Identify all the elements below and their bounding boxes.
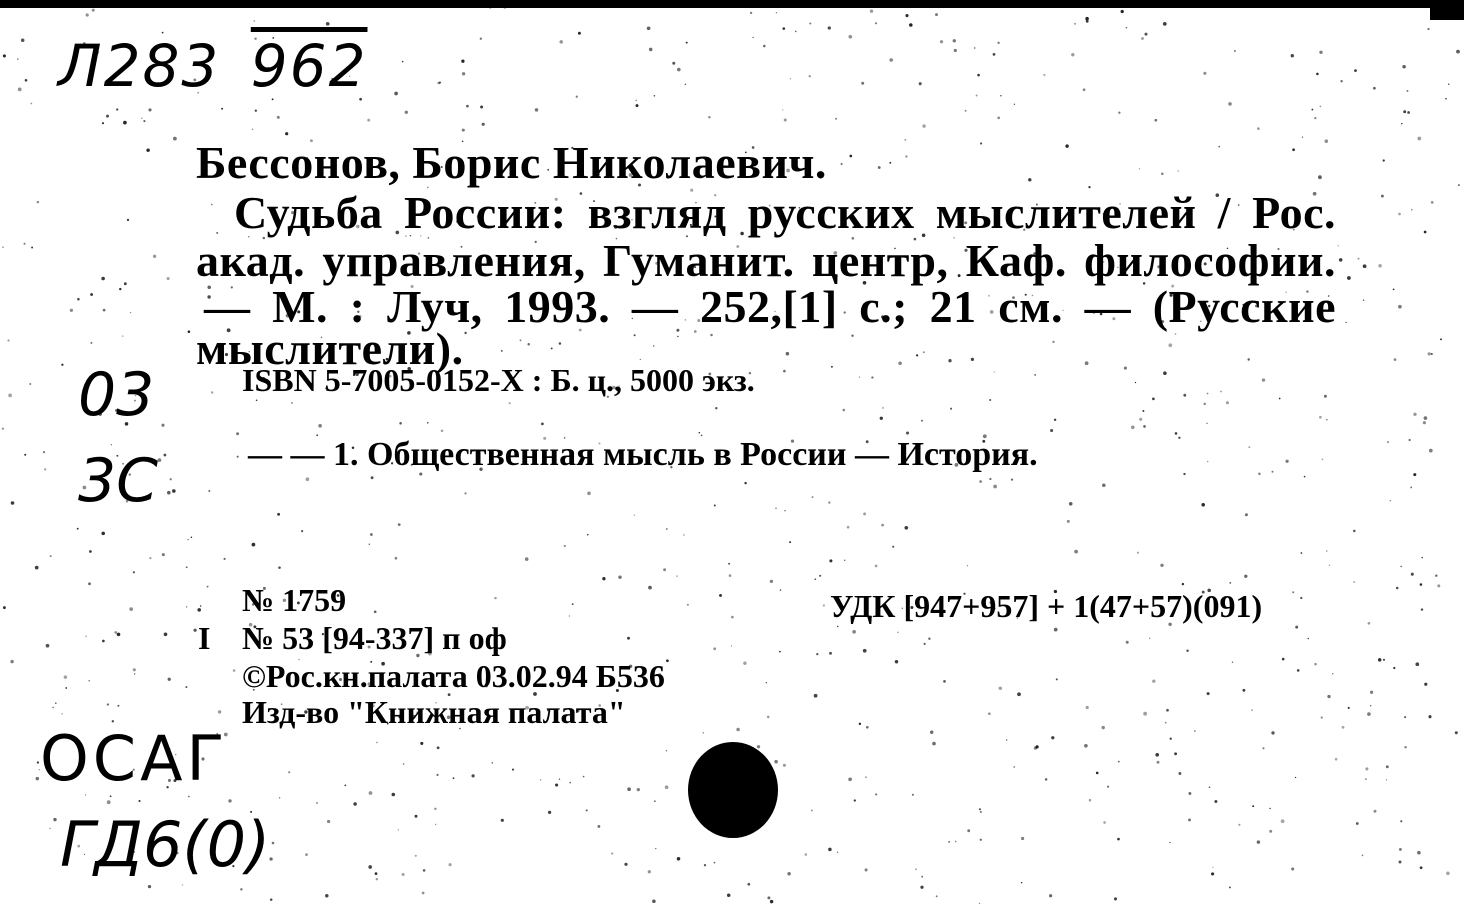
- handwritten-shelf-code-2: 3С: [78, 446, 159, 516]
- isbn-line: ISBN 5-7005-0152-X : Б. ц., 5000 экз.: [242, 362, 755, 398]
- author-line: Бессонов, Борис Николаевич.: [196, 137, 827, 188]
- title-line-2: акад. управления, Гуманит. центр, Каф. философии.: [196, 235, 1336, 286]
- title-line-3: — М. : Луч, 1993. — 252,[1] с.; 21 см. — (Русские: [204, 281, 1336, 332]
- punch-hole: [688, 742, 778, 838]
- title-line-1: Судьба России: взгляд русских мыслителей / Рос.: [234, 187, 1336, 238]
- card-number: № 1759: [242, 582, 347, 618]
- publisher-line: Изд-во "Книжная палата": [242, 694, 626, 730]
- order-number: № 53 [94-337] п оф: [242, 620, 507, 656]
- catalog-number: Л283: [58, 32, 221, 100]
- catalog-suffix: 962: [250, 32, 368, 100]
- handwritten-shelf-code-1: 03: [78, 360, 155, 430]
- udk-line: УДК [947+957] + 1(47+57)(091): [830, 588, 1263, 624]
- handwritten-catalog-number: [58, 32, 367, 100]
- copyright-line: ©Рос.кн.палата 03.02.94 Б536: [242, 658, 665, 694]
- marker: I: [198, 620, 211, 656]
- handwritten-location-2: ГД6(0): [60, 808, 271, 881]
- handwritten-location-1: ОСАГ: [40, 722, 229, 795]
- title-line-4: мыслители).: [196, 323, 464, 374]
- subject-line: — — 1. Общественная мысль в России — История.: [248, 436, 1038, 473]
